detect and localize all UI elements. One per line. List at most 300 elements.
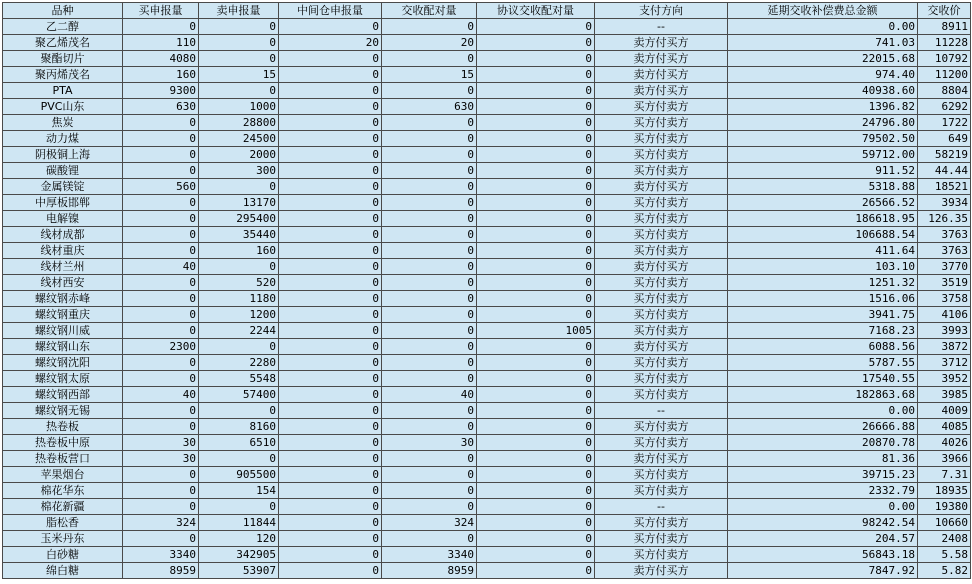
delivery-price-cell: 18935	[918, 483, 971, 499]
delivery-price-cell: 5.58	[918, 547, 971, 563]
sell-declared-cell: 53907	[199, 563, 279, 579]
variety-cell: 螺纹钢西部	[3, 387, 123, 403]
table-row	[3, 515, 971, 531]
payment-direction-cell: 买方付卖方	[595, 291, 728, 307]
sell-declared-cell: 13170	[199, 195, 279, 211]
intermediate-declared-cell: 0	[279, 435, 382, 451]
delivery-price-cell: 3770	[918, 259, 971, 275]
delivery-matched-cell: 0	[382, 275, 477, 291]
table-row	[3, 531, 971, 547]
buy-declared-cell: 9300	[123, 83, 199, 99]
delivery-matched-cell: 0	[382, 19, 477, 35]
buy-declared-cell: 0	[123, 195, 199, 211]
sell-declared-cell: 2280	[199, 355, 279, 371]
table-row	[3, 339, 971, 355]
intermediate-declared-cell: 0	[279, 387, 382, 403]
header-buy-declared: 买申报量	[123, 3, 199, 19]
agreement-matched-cell: 0	[477, 147, 595, 163]
delivery-price-cell: 126.35	[918, 211, 971, 227]
compensation-total-cell: 411.64	[728, 243, 918, 259]
delivery-price-cell: 8911	[918, 19, 971, 35]
agreement-matched-cell: 1005	[477, 323, 595, 339]
compensation-total-cell: 1251.32	[728, 275, 918, 291]
intermediate-declared-cell: 0	[279, 403, 382, 419]
variety-cell: 螺纹钢赤峰	[3, 291, 123, 307]
sell-declared-cell: 24500	[199, 131, 279, 147]
delivery-matched-cell: 0	[382, 339, 477, 355]
delivery-matched-cell: 40	[382, 387, 477, 403]
delivery-price-cell: 1722	[918, 115, 971, 131]
buy-declared-cell: 40	[123, 259, 199, 275]
buy-declared-cell: 0	[123, 531, 199, 547]
table-row	[3, 163, 971, 179]
sell-declared-cell: 0	[199, 35, 279, 51]
agreement-matched-cell: 0	[477, 499, 595, 515]
sell-declared-cell: 295400	[199, 211, 279, 227]
delivery-matched-cell: 0	[382, 323, 477, 339]
delivery-matched-cell: 0	[382, 403, 477, 419]
intermediate-declared-cell: 0	[279, 307, 382, 323]
compensation-total-cell: 22015.68	[728, 51, 918, 67]
buy-declared-cell: 0	[123, 243, 199, 259]
intermediate-declared-cell: 0	[279, 451, 382, 467]
sell-declared-cell: 0	[199, 499, 279, 515]
sell-declared-cell: 0	[199, 451, 279, 467]
header-intermediate-declared: 中间仓申报量	[279, 3, 382, 19]
delivery-price-cell: 10660	[918, 515, 971, 531]
sell-declared-cell: 2000	[199, 147, 279, 163]
sell-declared-cell: 28800	[199, 115, 279, 131]
compensation-total-cell: 5787.55	[728, 355, 918, 371]
agreement-matched-cell: 0	[477, 515, 595, 531]
sell-declared-cell: 1200	[199, 307, 279, 323]
compensation-total-cell: 39715.23	[728, 467, 918, 483]
variety-cell: 碳酸锂	[3, 163, 123, 179]
table-row	[3, 467, 971, 483]
variety-cell: 白砂糖	[3, 547, 123, 563]
buy-declared-cell: 0	[123, 227, 199, 243]
variety-cell: 聚乙烯茂名	[3, 35, 123, 51]
buy-declared-cell: 0	[123, 211, 199, 227]
agreement-matched-cell: 0	[477, 291, 595, 307]
agreement-matched-cell: 0	[477, 99, 595, 115]
delivery-matched-cell: 0	[382, 355, 477, 371]
delivery-matched-cell: 0	[382, 451, 477, 467]
intermediate-declared-cell: 0	[279, 339, 382, 355]
table-row	[3, 563, 971, 579]
intermediate-declared-cell: 0	[279, 291, 382, 307]
agreement-matched-cell: 0	[477, 51, 595, 67]
payment-direction-cell: 买方付卖方	[595, 99, 728, 115]
variety-cell: 苹果烟台	[3, 467, 123, 483]
delivery-matched-cell: 0	[382, 467, 477, 483]
buy-declared-cell: 0	[123, 131, 199, 147]
intermediate-declared-cell: 0	[279, 547, 382, 563]
delivery-price-cell: 3993	[918, 323, 971, 339]
intermediate-declared-cell: 0	[279, 563, 382, 579]
delivery-matched-cell: 0	[382, 291, 477, 307]
sell-declared-cell: 0	[199, 51, 279, 67]
compensation-total-cell: 6088.56	[728, 339, 918, 355]
sell-declared-cell: 11844	[199, 515, 279, 531]
buy-declared-cell: 2300	[123, 339, 199, 355]
delivery-matched-cell: 8959	[382, 563, 477, 579]
delivery-price-cell: 3758	[918, 291, 971, 307]
compensation-total-cell: 79502.50	[728, 131, 918, 147]
variety-cell: 螺纹钢川威	[3, 323, 123, 339]
table-row	[3, 195, 971, 211]
table-row	[3, 147, 971, 163]
variety-cell: 热卷板营口	[3, 451, 123, 467]
delivery-price-cell: 4009	[918, 403, 971, 419]
agreement-matched-cell: 0	[477, 563, 595, 579]
variety-cell: 螺纹钢重庆	[3, 307, 123, 323]
delivery-matched-cell: 0	[382, 179, 477, 195]
variety-cell: 线材成都	[3, 227, 123, 243]
delivery-price-cell: 3519	[918, 275, 971, 291]
intermediate-declared-cell: 0	[279, 67, 382, 83]
agreement-matched-cell: 0	[477, 195, 595, 211]
buy-declared-cell: 40	[123, 387, 199, 403]
intermediate-declared-cell: 0	[279, 163, 382, 179]
payment-direction-cell: 买方付卖方	[595, 195, 728, 211]
compensation-total-cell: 911.52	[728, 163, 918, 179]
delivery-matched-cell: 0	[382, 371, 477, 387]
compensation-total-cell: 20870.78	[728, 435, 918, 451]
variety-cell: 玉米丹东	[3, 531, 123, 547]
buy-declared-cell: 0	[123, 371, 199, 387]
payment-direction-cell: 买方付卖方	[595, 147, 728, 163]
delivery-matched-cell: 0	[382, 147, 477, 163]
agreement-matched-cell: 0	[477, 243, 595, 259]
variety-cell: 线材西安	[3, 275, 123, 291]
payment-direction-cell: 卖方付买方	[595, 179, 728, 195]
payment-direction-cell: 买方付卖方	[595, 515, 728, 531]
variety-cell: PTA	[3, 83, 123, 99]
sell-declared-cell: 905500	[199, 467, 279, 483]
delivery-price-cell: 58219	[918, 147, 971, 163]
buy-declared-cell: 0	[123, 19, 199, 35]
buy-declared-cell: 0	[123, 419, 199, 435]
intermediate-declared-cell: 20	[279, 35, 382, 51]
intermediate-declared-cell: 0	[279, 147, 382, 163]
payment-direction-cell: 卖方付买方	[595, 259, 728, 275]
agreement-matched-cell: 0	[477, 531, 595, 547]
table-row	[3, 227, 971, 243]
buy-declared-cell: 0	[123, 403, 199, 419]
agreement-matched-cell: 0	[477, 227, 595, 243]
variety-cell: 绵白糖	[3, 563, 123, 579]
variety-cell: 螺纹钢太原	[3, 371, 123, 387]
variety-cell: 阴极铜上海	[3, 147, 123, 163]
delivery-matched-cell: 0	[382, 83, 477, 99]
compensation-total-cell: 204.57	[728, 531, 918, 547]
buy-declared-cell: 0	[123, 307, 199, 323]
delivery-price-cell: 8804	[918, 83, 971, 99]
compensation-total-cell: 1396.82	[728, 99, 918, 115]
table-row	[3, 19, 971, 35]
compensation-total-cell: 81.36	[728, 451, 918, 467]
compensation-total-cell: 98242.54	[728, 515, 918, 531]
sell-declared-cell: 6510	[199, 435, 279, 451]
agreement-matched-cell: 0	[477, 179, 595, 195]
compensation-total-cell: 24796.80	[728, 115, 918, 131]
sell-declared-cell: 1180	[199, 291, 279, 307]
delivery-price-cell: 3985	[918, 387, 971, 403]
agreement-matched-cell: 0	[477, 355, 595, 371]
payment-direction-cell: 卖方付买方	[595, 51, 728, 67]
table-row	[3, 547, 971, 563]
table-row	[3, 179, 971, 195]
delivery-price-cell: 3952	[918, 371, 971, 387]
buy-declared-cell: 4080	[123, 51, 199, 67]
payment-direction-cell: 买方付卖方	[595, 307, 728, 323]
delivery-matched-cell: 630	[382, 99, 477, 115]
intermediate-declared-cell: 0	[279, 467, 382, 483]
table-row	[3, 307, 971, 323]
sell-declared-cell: 160	[199, 243, 279, 259]
compensation-total-cell: 106688.54	[728, 227, 918, 243]
buy-declared-cell: 0	[123, 355, 199, 371]
agreement-matched-cell: 0	[477, 435, 595, 451]
delivery-price-cell: 6292	[918, 99, 971, 115]
intermediate-declared-cell: 0	[279, 499, 382, 515]
sell-declared-cell: 0	[199, 179, 279, 195]
compensation-total-cell: 186618.95	[728, 211, 918, 227]
variety-cell: 螺纹钢山东	[3, 339, 123, 355]
sell-declared-cell: 1000	[199, 99, 279, 115]
table-row	[3, 115, 971, 131]
buy-declared-cell: 0	[123, 467, 199, 483]
payment-direction-cell: 买方付卖方	[595, 163, 728, 179]
compensation-total-cell: 40938.60	[728, 83, 918, 99]
table-row	[3, 355, 971, 371]
agreement-matched-cell: 0	[477, 451, 595, 467]
header-delivery-matched: 交收配对量	[382, 3, 477, 19]
compensation-total-cell: 7168.23	[728, 323, 918, 339]
compensation-total-cell: 974.40	[728, 67, 918, 83]
variety-cell: 热卷板	[3, 419, 123, 435]
payment-direction-cell: 卖方付买方	[595, 563, 728, 579]
intermediate-declared-cell: 0	[279, 131, 382, 147]
compensation-total-cell: 7847.92	[728, 563, 918, 579]
table-row	[3, 211, 971, 227]
intermediate-declared-cell: 0	[279, 355, 382, 371]
compensation-total-cell: 1516.06	[728, 291, 918, 307]
intermediate-declared-cell: 0	[279, 83, 382, 99]
delivery-matched-cell: 20	[382, 35, 477, 51]
compensation-total-cell: 17540.55	[728, 371, 918, 387]
compensation-total-cell: 103.10	[728, 259, 918, 275]
payment-direction-cell: 卖方付买方	[595, 339, 728, 355]
payment-direction-cell: 买方付卖方	[595, 371, 728, 387]
variety-cell: 线材兰州	[3, 259, 123, 275]
sell-declared-cell: 342905	[199, 547, 279, 563]
payment-direction-cell: 买方付卖方	[595, 483, 728, 499]
table-row	[3, 291, 971, 307]
intermediate-declared-cell: 0	[279, 115, 382, 131]
payment-direction-cell: 卖方付买方	[595, 451, 728, 467]
buy-declared-cell: 324	[123, 515, 199, 531]
buy-declared-cell: 0	[123, 323, 199, 339]
payment-direction-cell: --	[595, 499, 728, 515]
buy-declared-cell: 0	[123, 291, 199, 307]
table-row	[3, 131, 971, 147]
table-row	[3, 483, 971, 499]
variety-cell: 脂松香	[3, 515, 123, 531]
compensation-total-cell: 26666.88	[728, 419, 918, 435]
table-row	[3, 403, 971, 419]
delivery-matched-cell: 0	[382, 115, 477, 131]
agreement-matched-cell: 0	[477, 19, 595, 35]
header-sell-declared: 卖申报量	[199, 3, 279, 19]
buy-declared-cell: 30	[123, 451, 199, 467]
compensation-total-cell: 0.00	[728, 499, 918, 515]
intermediate-declared-cell: 0	[279, 515, 382, 531]
delivery-settlement-table	[2, 2, 971, 579]
delivery-price-cell: 7.31	[918, 467, 971, 483]
delivery-matched-cell: 0	[382, 51, 477, 67]
agreement-matched-cell: 0	[477, 467, 595, 483]
header-delivery-price: 交收价	[918, 3, 971, 19]
sell-declared-cell: 35440	[199, 227, 279, 243]
buy-declared-cell: 8959	[123, 563, 199, 579]
header-agreement-matched: 协议交收配对量	[477, 3, 595, 19]
table-body	[3, 19, 971, 579]
variety-cell: 电解镍	[3, 211, 123, 227]
delivery-matched-cell: 0	[382, 195, 477, 211]
payment-direction-cell: 买方付卖方	[595, 467, 728, 483]
delivery-matched-cell: 0	[382, 499, 477, 515]
sell-declared-cell: 5548	[199, 371, 279, 387]
payment-direction-cell: 买方付卖方	[595, 243, 728, 259]
sell-declared-cell: 520	[199, 275, 279, 291]
payment-direction-cell: 买方付卖方	[595, 355, 728, 371]
agreement-matched-cell: 0	[477, 547, 595, 563]
delivery-price-cell: 4026	[918, 435, 971, 451]
intermediate-declared-cell: 0	[279, 371, 382, 387]
compensation-total-cell: 3941.75	[728, 307, 918, 323]
compensation-total-cell: 2332.79	[728, 483, 918, 499]
sell-declared-cell: 2244	[199, 323, 279, 339]
table-row	[3, 451, 971, 467]
payment-direction-cell: 卖方付买方	[595, 83, 728, 99]
header-payment-direction: 支付方向	[595, 3, 728, 19]
header-compensation-total: 延期交收补偿费总金额	[728, 3, 918, 19]
buy-declared-cell: 0	[123, 483, 199, 499]
payment-direction-cell: 买方付卖方	[595, 227, 728, 243]
variety-cell: 棉花新疆	[3, 499, 123, 515]
agreement-matched-cell: 0	[477, 307, 595, 323]
agreement-matched-cell: 0	[477, 163, 595, 179]
delivery-matched-cell: 0	[382, 259, 477, 275]
intermediate-declared-cell: 0	[279, 211, 382, 227]
sell-declared-cell: 0	[199, 83, 279, 99]
delivery-matched-cell: 0	[382, 307, 477, 323]
delivery-price-cell: 3872	[918, 339, 971, 355]
payment-direction-cell: 买方付卖方	[595, 435, 728, 451]
variety-cell: 线材重庆	[3, 243, 123, 259]
buy-declared-cell: 0	[123, 163, 199, 179]
compensation-total-cell: 0.00	[728, 19, 918, 35]
sell-declared-cell: 0	[199, 339, 279, 355]
table-row	[3, 83, 971, 99]
intermediate-declared-cell: 0	[279, 51, 382, 67]
table-row	[3, 435, 971, 451]
sell-declared-cell: 154	[199, 483, 279, 499]
payment-direction-cell: 买方付卖方	[595, 531, 728, 547]
variety-cell: 乙二醇	[3, 19, 123, 35]
delivery-price-cell: 11228	[918, 35, 971, 51]
intermediate-declared-cell: 0	[279, 99, 382, 115]
delivery-price-cell: 3712	[918, 355, 971, 371]
sell-declared-cell: 120	[199, 531, 279, 547]
delivery-price-cell: 3763	[918, 243, 971, 259]
agreement-matched-cell: 0	[477, 131, 595, 147]
payment-direction-cell: 买方付卖方	[595, 419, 728, 435]
sell-declared-cell: 8160	[199, 419, 279, 435]
compensation-total-cell: 59712.00	[728, 147, 918, 163]
intermediate-declared-cell: 0	[279, 195, 382, 211]
variety-cell: 聚酯切片	[3, 51, 123, 67]
table-row	[3, 419, 971, 435]
delivery-matched-cell: 30	[382, 435, 477, 451]
delivery-matched-cell: 0	[382, 211, 477, 227]
table-row	[3, 499, 971, 515]
variety-cell: 热卷板中原	[3, 435, 123, 451]
buy-declared-cell: 110	[123, 35, 199, 51]
compensation-total-cell: 26566.52	[728, 195, 918, 211]
variety-cell: 棉花华东	[3, 483, 123, 499]
payment-direction-cell: 卖方付买方	[595, 67, 728, 83]
payment-direction-cell: 买方付卖方	[595, 275, 728, 291]
delivery-price-cell: 5.82	[918, 563, 971, 579]
delivery-price-cell: 4085	[918, 419, 971, 435]
variety-cell: 动力煤	[3, 131, 123, 147]
delivery-price-cell: 3763	[918, 227, 971, 243]
sell-declared-cell: 0	[199, 259, 279, 275]
payment-direction-cell: 卖方付买方	[595, 35, 728, 51]
table-row	[3, 35, 971, 51]
payment-direction-cell: 买方付卖方	[595, 211, 728, 227]
variety-cell: 螺纹钢无锡	[3, 403, 123, 419]
intermediate-declared-cell: 0	[279, 243, 382, 259]
agreement-matched-cell: 0	[477, 35, 595, 51]
delivery-price-cell: 10792	[918, 51, 971, 67]
compensation-total-cell: 741.03	[728, 35, 918, 51]
intermediate-declared-cell: 0	[279, 179, 382, 195]
table-row	[3, 51, 971, 67]
buy-declared-cell: 30	[123, 435, 199, 451]
delivery-matched-cell: 0	[382, 227, 477, 243]
buy-declared-cell: 0	[123, 275, 199, 291]
buy-declared-cell: 560	[123, 179, 199, 195]
variety-cell: 聚丙烯茂名	[3, 67, 123, 83]
intermediate-declared-cell: 0	[279, 483, 382, 499]
agreement-matched-cell: 0	[477, 403, 595, 419]
delivery-price-cell: 18521	[918, 179, 971, 195]
table-row	[3, 371, 971, 387]
delivery-matched-cell: 324	[382, 515, 477, 531]
payment-direction-cell: 买方付卖方	[595, 131, 728, 147]
table-row	[3, 67, 971, 83]
table-row	[3, 243, 971, 259]
sell-declared-cell: 300	[199, 163, 279, 179]
table-row	[3, 259, 971, 275]
agreement-matched-cell: 0	[477, 419, 595, 435]
agreement-matched-cell: 0	[477, 371, 595, 387]
delivery-matched-cell: 0	[382, 483, 477, 499]
